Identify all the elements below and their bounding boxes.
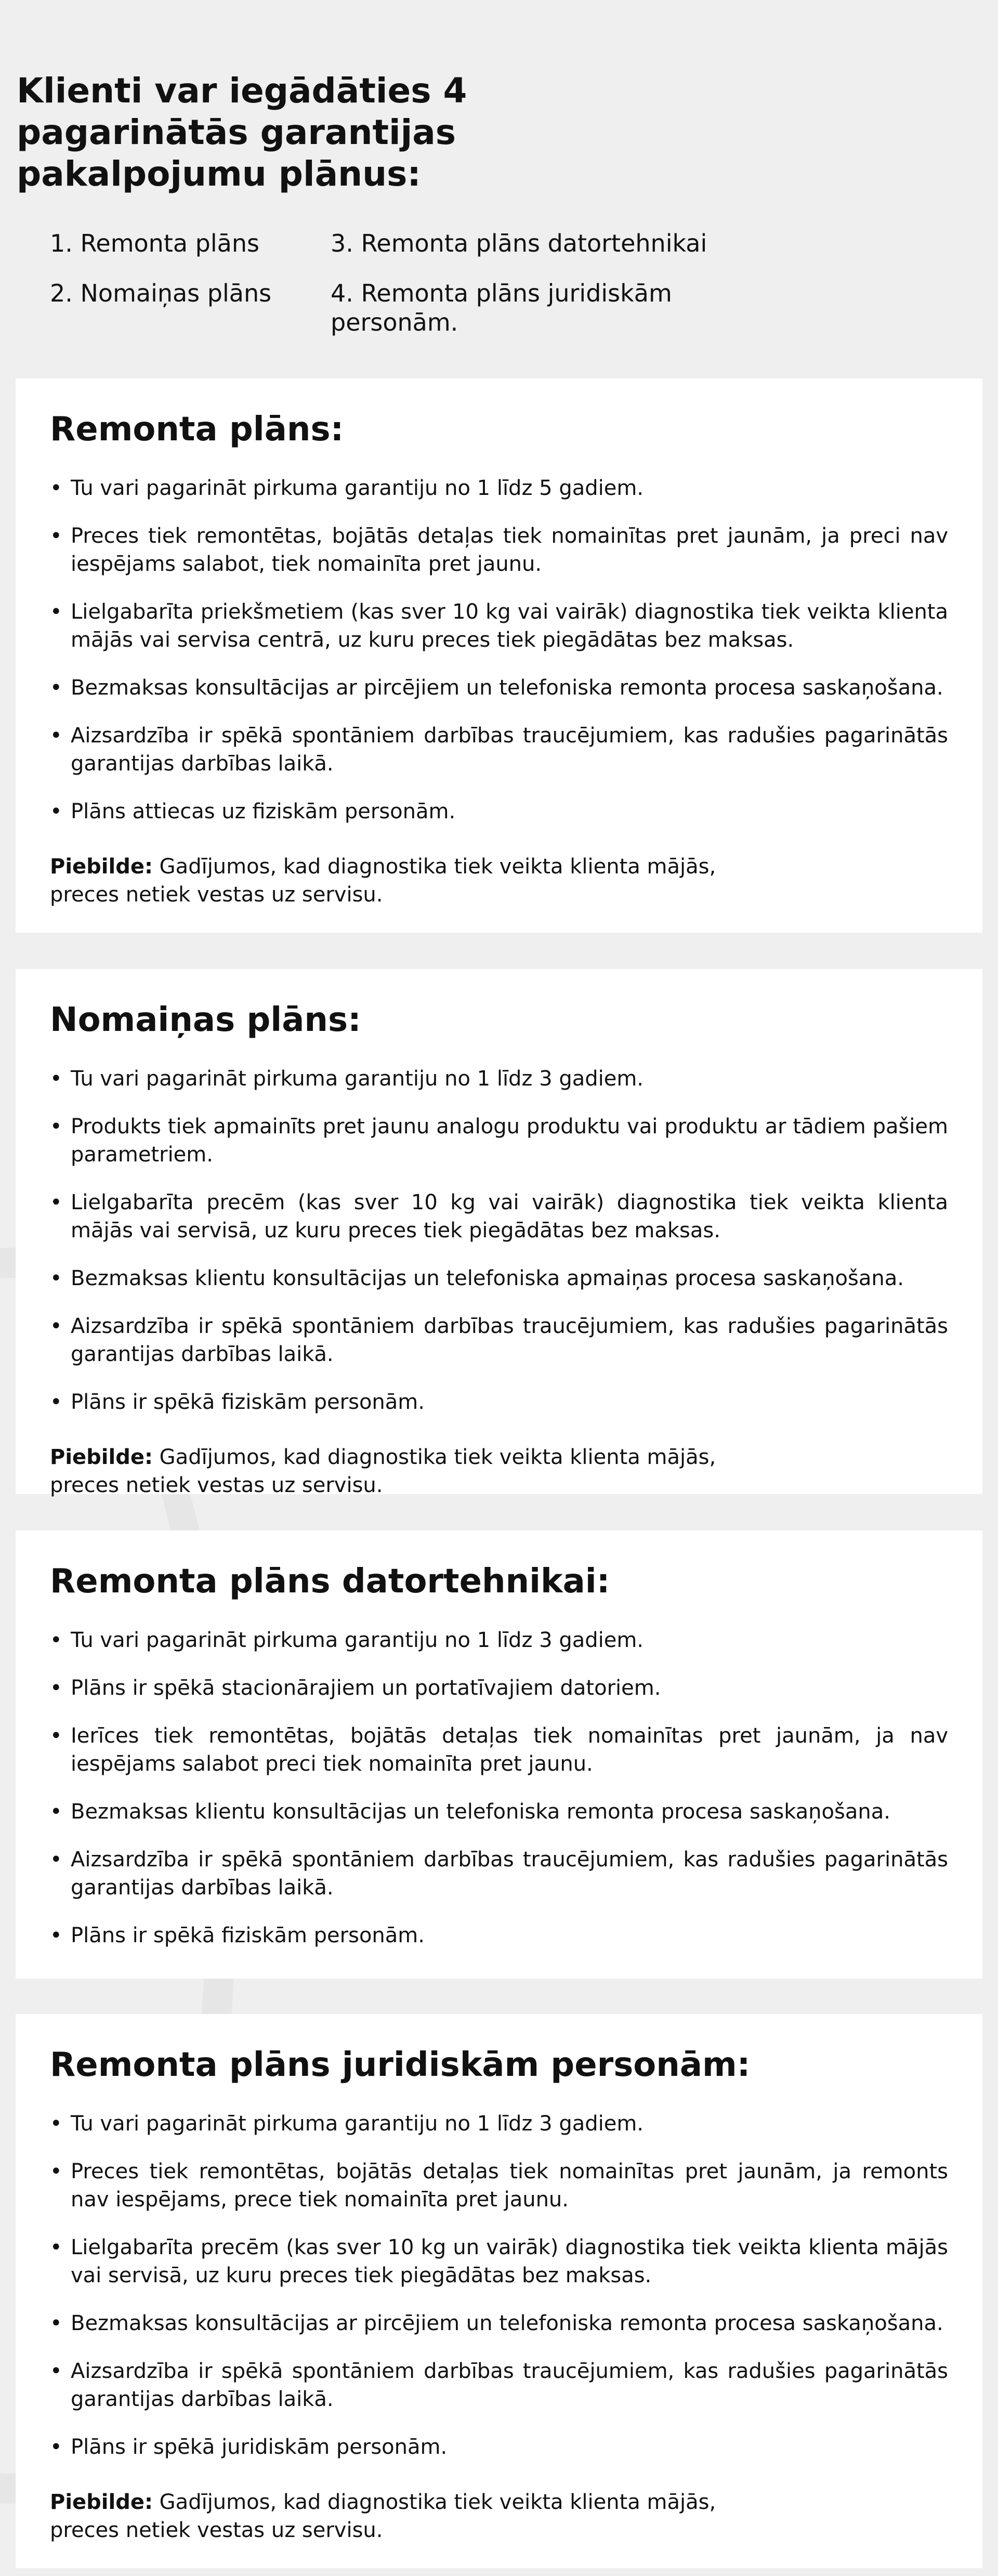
benefits-list (50, 1065, 948, 1416)
note-text: Gadījumos, kad diagnostika tiek veikta klienta mājās, preces netiek vestas uz servisu. (50, 855, 716, 907)
list-item: • Plāns ir spēkā juridiskām personām. (50, 2433, 948, 2461)
note-label: Piebilde: (50, 2490, 153, 2514)
plans-overview-list (50, 229, 982, 337)
list-item: • Aizsardzība ir spēkā spontāniem darbības traucējumiem, kas radušies pagarinātās garantijas darbības laikā. (50, 2357, 948, 2413)
list-item: • Preces tiek remontētas, bojātās detaļas tiek nomainītas pret jaunām, ja remonts nav iespējams, prece tiek nomainīta pret jaunu. (50, 2157, 948, 2214)
list-item: • Plāns ir spēkā stacionārajiem un portatīvajiem datoriem. (50, 1674, 948, 1702)
plan-card-repair (16, 378, 982, 933)
card-note (50, 2488, 726, 2544)
note-text: Gadījumos, kad diagnostika tiek veikta klienta mājās, preces netiek vestas uz servisu. (50, 2490, 716, 2542)
list-item: • Lielgabarīta priekšmetiem (kas sver 10 kg vai vairāk) diagnostika tiek veikta klienta mājās vai servisa centrā, uz kuru preces tiek piegādātas bez maksas. (50, 598, 948, 654)
benefits-list (50, 474, 948, 826)
list-item: • Lielgabarīta precēm (kas sver 10 kg un vairāk) diagnostika tiek veikta klienta mājās vai servisā, uz kuru preces tiek piegādātas bez maksas. (50, 2233, 948, 2290)
card-title: Nomaiņas plāns: (50, 1001, 361, 1039)
card-title: Remonta plāns juridiskām personām: (50, 2046, 751, 2084)
list-item: • Produkts tiek apmainīts pret jaunu analogu produktu vai produktu ar tādiem pašiem parametriem. (50, 1113, 948, 1169)
plan-card-business-repair (16, 2014, 982, 2568)
plan-card-replacement (16, 969, 982, 1497)
note-label: Piebilde: (50, 855, 153, 879)
list-item: • Ierīces tiek remontētas, bojātās detaļas tiek nomainītas pret jaunām, ja nav iespējams salabot preci tiek nomainīta pret jaunu. (50, 1722, 948, 1778)
list-item: • Plāns ir spēkā fiziskām personām. (50, 1388, 948, 1416)
list-item: • Aizsardzība ir spēkā spontāniem darbības traucējumiem, kas radušies pagarinātās garantijas darbības laikā. (50, 1846, 948, 1902)
benefits-list (50, 1626, 948, 1950)
list-item: • Bezmaksas klientu konsultācijas un telefoniska remonta procesa saskaņošana. (50, 1798, 948, 1826)
card-note (50, 1443, 726, 1499)
list-item: • Plāns ir spēkā fiziskām personām. (50, 1921, 948, 1950)
list-item: • Lielgabarīta precēm (kas sver 10 kg vai vairāk) diagnostika tiek veikta klienta mājās vai servisā, uz kuru preces tiek piegādātas bez maksas. (50, 1188, 948, 1245)
page-content (16, 0, 982, 2568)
list-item: • Tu vari pagarināt pirkuma garantiju no 1 līdz 3 gadiem. (50, 1065, 948, 1093)
list-item: • Bezmaksas klientu konsultācijas un telefoniska apmaiņas procesa saskaņošana. (50, 1264, 948, 1292)
list-item: • Tu vari pagarināt pirkuma garantiju no 1 līdz 3 gadiem. (50, 1626, 948, 1654)
plan-card-computer-repair (16, 1531, 982, 1979)
card-note (50, 853, 726, 909)
note-text: Gadījumos, kad diagnostika tiek veikta klienta mājās, preces netiek vestas uz servisu. (50, 1445, 716, 1497)
plan-overview-item: 2. Nomaiņas plāns (50, 279, 272, 307)
list-item: • Aizsardzība ir spēkā spontāniem darbības traucējumiem, kas radušies pagarinātās garantijas darbības laikā. (50, 722, 948, 778)
card-title: Remonta plāns datortehnikai: (50, 1562, 610, 1601)
page-title: Klienti var iegādāties 4 pagarinātās garantijas pakalpojumu plānus: (17, 71, 467, 194)
note-label: Piebilde: (50, 1445, 153, 1469)
list-item: • Bezmaksas konsultācijas ar pircējiem un telefoniska remonta procesa saskaņošana. (50, 674, 948, 702)
card-title: Remonta plāns: (50, 410, 344, 449)
benefits-list (50, 2110, 948, 2461)
plan-overview-item: 3. Remonta plāns datortehnikai (331, 229, 707, 257)
plan-overview-item: 1. Remonta plāns (50, 229, 259, 257)
plan-overview-item: 4. Remonta plāns juridiskām personām. (331, 279, 672, 336)
list-item: • Aizsardzība ir spēkā spontāniem darbības traucējumiem, kas radušies pagarinātās garantijas darbības laikā. (50, 1312, 948, 1368)
list-item: • Tu vari pagarināt pirkuma garantiju no 1 līdz 5 gadiem. (50, 474, 948, 502)
list-item: • Plāns attiecas uz fiziskām personām. (50, 797, 948, 826)
list-item: • Bezmaksas konsultācijas ar pircējiem un telefoniska remonta procesa saskaņošana. (50, 2309, 948, 2337)
list-item: • Tu vari pagarināt pirkuma garantiju no 1 līdz 3 gadiem. (50, 2110, 948, 2138)
list-item: • Preces tiek remontētas, bojātās detaļas tiek nomainītas pret jaunām, ja preci nav iespējams salabot, tiek nomainīta pret jaunu. (50, 522, 948, 578)
